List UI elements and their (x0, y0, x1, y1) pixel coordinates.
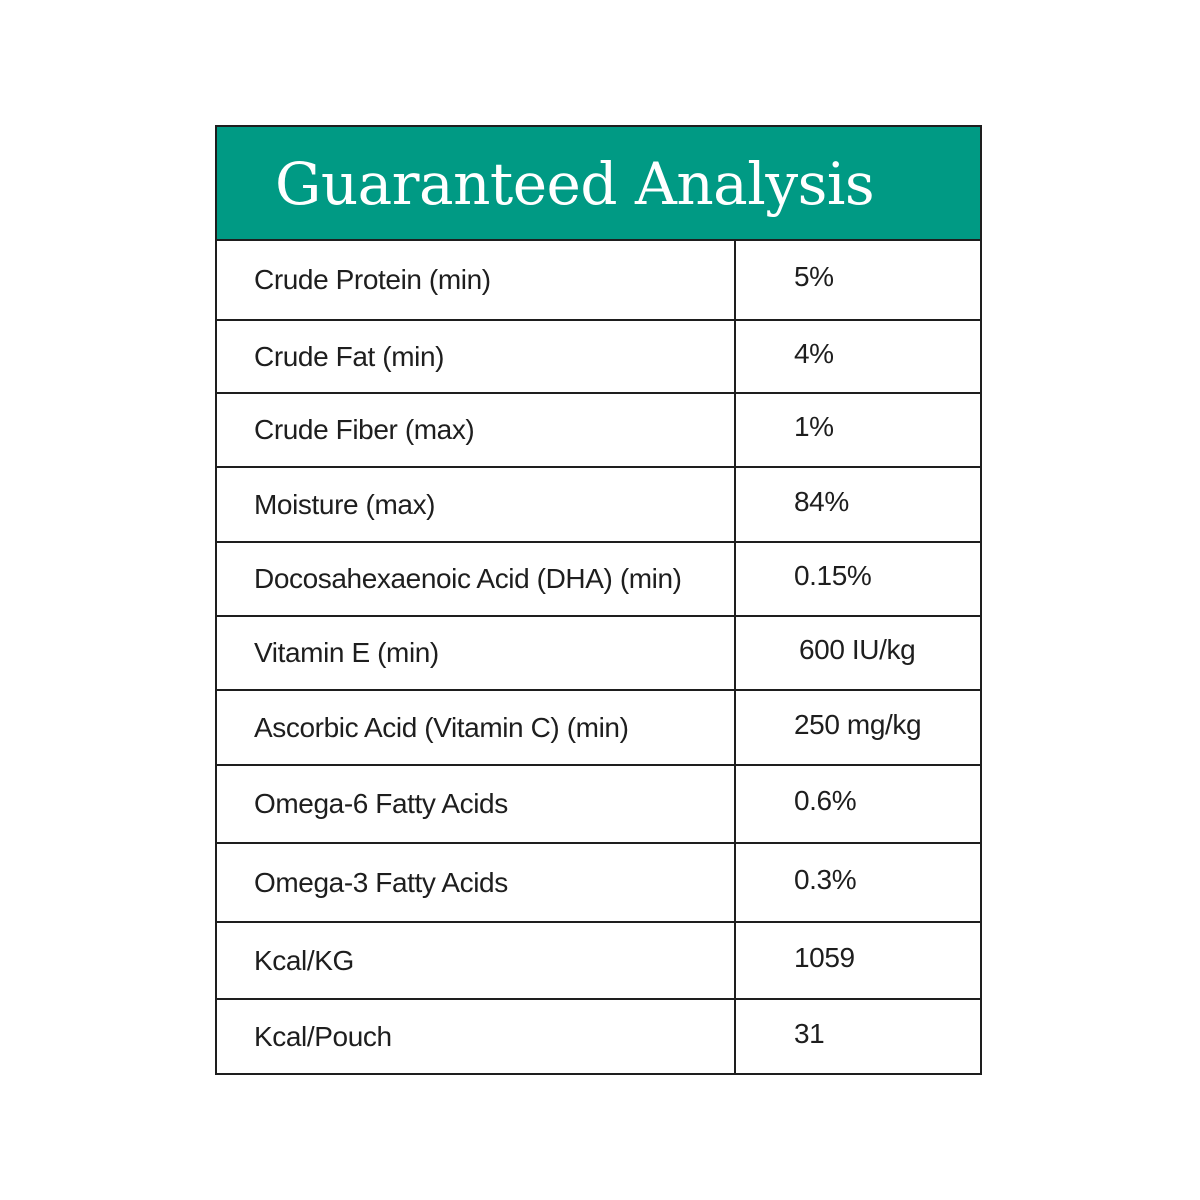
nutrient-value: 5% (794, 261, 834, 292)
nutrient-label: Omega-3 Fatty Acids (217, 844, 736, 921)
nutrient-value: 600 IU/kg (799, 634, 916, 665)
nutrient-value: 1059 (794, 941, 855, 973)
nutrient-value: 31 (794, 1017, 825, 1049)
nutrient-label: Crude Protein (min) (217, 241, 736, 319)
nutrient-label: Omega-6 Fatty Acids (217, 766, 736, 842)
nutrient-value: 84% (794, 485, 849, 517)
table-row (217, 394, 980, 468)
nutrient-value: 0.6% (794, 785, 857, 816)
table-body (217, 241, 980, 1073)
table-title: Guaranteed Analysis (275, 150, 875, 218)
nutrient-label: Crude Fiber (max) (217, 394, 736, 466)
guaranteed-analysis-table (215, 125, 982, 1075)
table-row (217, 321, 980, 394)
nutrient-label: Kcal/Pouch (217, 1000, 736, 1073)
nutrient-value: 250 mg/kg (794, 708, 922, 740)
table-header (217, 127, 980, 241)
nutrient-label: Kcal/KG (217, 923, 736, 998)
nutrient-value: 4% (794, 337, 834, 369)
table-row (217, 923, 980, 1000)
nutrient-value: 1% (794, 411, 834, 442)
nutrient-label: Docosahexaenoic Acid (DHA) (min) (217, 543, 736, 615)
nutrient-value: 0.15% (794, 560, 872, 591)
nutrient-value: 0.3% (794, 863, 857, 895)
nutrient-label: Ascorbic Acid (Vitamin C) (min) (217, 691, 736, 764)
nutrient-label: Vitamin E (min) (217, 617, 736, 689)
nutrient-label: Moisture (max) (217, 468, 736, 541)
nutrient-label: Crude Fat (min) (217, 321, 736, 392)
table-row (217, 617, 980, 691)
table-row (217, 691, 980, 766)
table-row (217, 543, 980, 617)
table-row (217, 241, 980, 321)
table-row (217, 468, 980, 543)
table-row (217, 1000, 980, 1073)
table-row (217, 844, 980, 923)
table-row (217, 766, 980, 844)
